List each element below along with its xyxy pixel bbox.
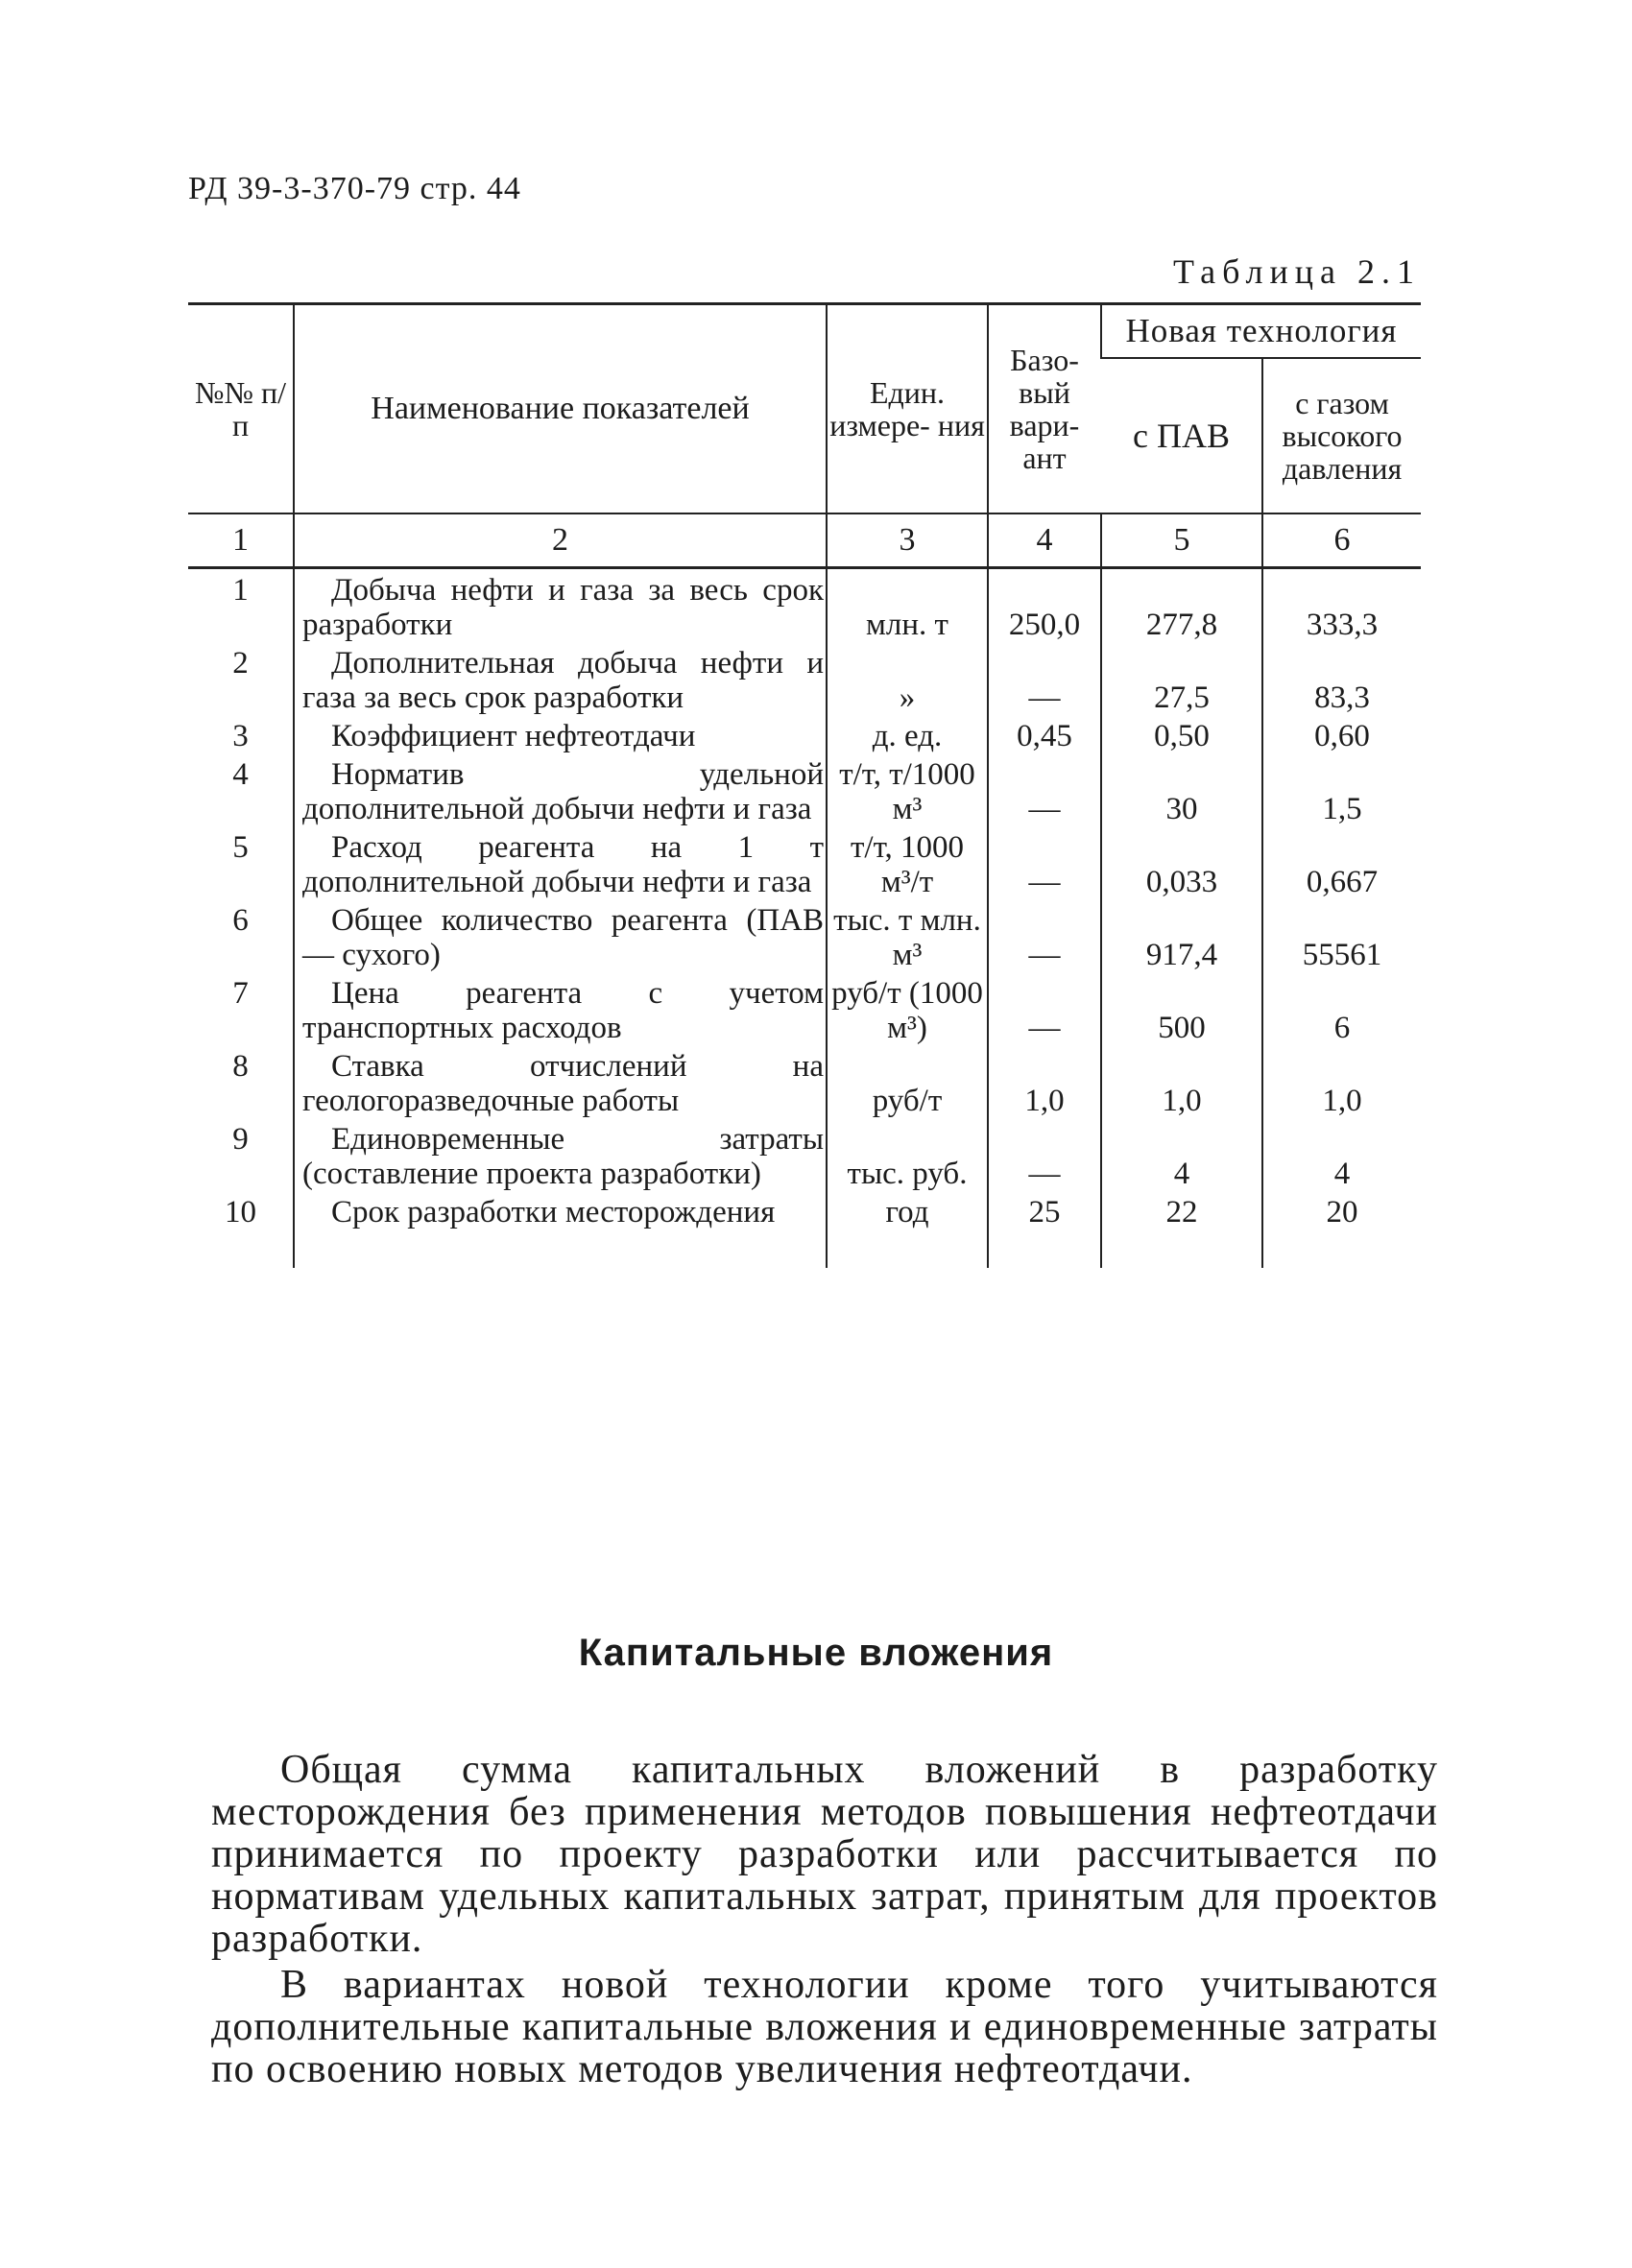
- row-name: Единовременные затраты (составление проекта разработки): [294, 1118, 827, 1191]
- col-number: 4: [988, 513, 1101, 568]
- row-pav: 500: [1101, 972, 1262, 1045]
- row-name: Цена реагента с учетом транспортных расходов: [294, 972, 827, 1045]
- table-caption: Таблица 2.1: [1173, 252, 1421, 291]
- table-row: [188, 1191, 1421, 1268]
- indicators-table: [188, 302, 1421, 1268]
- row-name: Коэффициент нефтеотдачи: [294, 715, 827, 753]
- row-num: 3: [232, 719, 249, 753]
- row-num: 10: [225, 1195, 256, 1229]
- row-pav: 22: [1101, 1191, 1262, 1268]
- paragraph: В вариантах новой технологии кроме того учитываются дополнительные капитальные вложения и единовременные затраты по освоению новых методов увеличения нефтеотдачи.: [211, 1963, 1438, 2091]
- row-pav: 917,4: [1101, 899, 1262, 972]
- row-gas: 0,60: [1262, 715, 1421, 753]
- row-unit: д. ед.: [827, 715, 988, 753]
- row-name: Дополнительная добыча нефти и газа за весь срок разработки: [294, 642, 827, 715]
- table-row: [188, 826, 1421, 899]
- row-base: 250,0: [988, 568, 1101, 643]
- row-name: Норматив удельной дополнительной добычи нефти и газа: [294, 753, 827, 826]
- header-pav: с ПАВ: [1133, 417, 1230, 455]
- row-unit: тыс. руб.: [827, 1118, 988, 1191]
- row-pav: 277,8: [1101, 568, 1262, 643]
- row-gas: 20: [1262, 1191, 1421, 1268]
- paragraph: Общая сумма капитальных вложений в разработку месторождения без применения методов повышения нефтеотдачи принимается по проекту разработки или рассчитывается по нормативам удельных капитальных затрат, принятым для проектов разработки.: [211, 1748, 1438, 1961]
- header-new-tech: Новая технология: [1101, 304, 1421, 359]
- row-unit: млн. т: [827, 568, 988, 643]
- table-row: [188, 715, 1421, 753]
- row-num: 2: [232, 646, 249, 680]
- row-base: —: [988, 753, 1101, 826]
- row-num: 9: [232, 1122, 249, 1157]
- table-row: [188, 642, 1421, 715]
- row-pav: 27,5: [1101, 642, 1262, 715]
- table-row: [188, 753, 1421, 826]
- row-pav: 1,0: [1101, 1045, 1262, 1118]
- col-number: 6: [1262, 513, 1421, 568]
- col-number: 3: [827, 513, 988, 568]
- table-row: [188, 568, 1421, 643]
- row-name: Срок разработки месторождения: [294, 1191, 827, 1268]
- header-unit: Един. измере- ния: [827, 304, 988, 514]
- row-base: —: [988, 1118, 1101, 1191]
- row-num: 6: [232, 903, 249, 938]
- table-row: [188, 899, 1421, 972]
- row-gas: 1,0: [1262, 1045, 1421, 1118]
- row-unit: год: [827, 1191, 988, 1268]
- table-row: [188, 1045, 1421, 1118]
- row-unit: руб/т: [827, 1045, 988, 1118]
- col-number: 1: [188, 513, 294, 568]
- row-gas: 4: [1262, 1118, 1421, 1191]
- col-number: 5: [1101, 513, 1262, 568]
- row-gas: 0,667: [1262, 826, 1421, 899]
- row-base: 25: [988, 1191, 1101, 1268]
- page-header: РД 39-3-370-79 стр. 44: [188, 171, 521, 206]
- row-unit: т/т, 1000 м³/т: [827, 826, 988, 899]
- row-unit: руб/т (1000 м³): [827, 972, 988, 1045]
- row-gas: 1,5: [1262, 753, 1421, 826]
- row-gas: 6: [1262, 972, 1421, 1045]
- row-base: 0,45: [988, 715, 1101, 753]
- col-number: 2: [294, 513, 827, 568]
- row-unit: »: [827, 642, 988, 715]
- row-pav: 30: [1101, 753, 1262, 826]
- row-pav: 0,50: [1101, 715, 1262, 753]
- row-name: Ставка отчислений на геологоразведочные работы: [294, 1045, 827, 1118]
- row-base: —: [988, 642, 1101, 715]
- header-name: Наименование показателей: [294, 304, 827, 514]
- row-name: Общее количество реагента (ПАВ — сухого): [294, 899, 827, 972]
- row-base: —: [988, 972, 1101, 1045]
- row-base: —: [988, 826, 1101, 899]
- row-gas: 55561: [1262, 899, 1421, 972]
- section-heading: Капитальные вложения: [578, 1632, 1054, 1674]
- row-num: 5: [232, 830, 249, 865]
- row-num: 4: [232, 757, 249, 792]
- table-row: [188, 1118, 1421, 1191]
- row-unit: тыс. т млн. м³: [827, 899, 988, 972]
- table-row: [188, 972, 1421, 1045]
- row-base: —: [988, 899, 1101, 972]
- row-gas: 83,3: [1262, 642, 1421, 715]
- row-pav: 4: [1101, 1118, 1262, 1191]
- row-pav: 0,033: [1101, 826, 1262, 899]
- row-name: Добыча нефти и газа за весь срок разработки: [294, 568, 827, 643]
- row-num: 1: [232, 573, 249, 608]
- row-unit: т/т, т/1000 м³: [827, 753, 988, 826]
- header-gas: с газом высокого давления: [1262, 358, 1421, 513]
- row-gas: 333,3: [1262, 568, 1421, 643]
- header-num: №№ п/п: [188, 304, 294, 514]
- row-num: 7: [232, 976, 249, 1011]
- header-base: Базо- вый вари- ант: [988, 304, 1101, 514]
- row-num: 8: [232, 1049, 249, 1084]
- row-base: 1,0: [988, 1045, 1101, 1118]
- row-name: Расход реагента на 1 т дополнительной добычи нефти и газа: [294, 826, 827, 899]
